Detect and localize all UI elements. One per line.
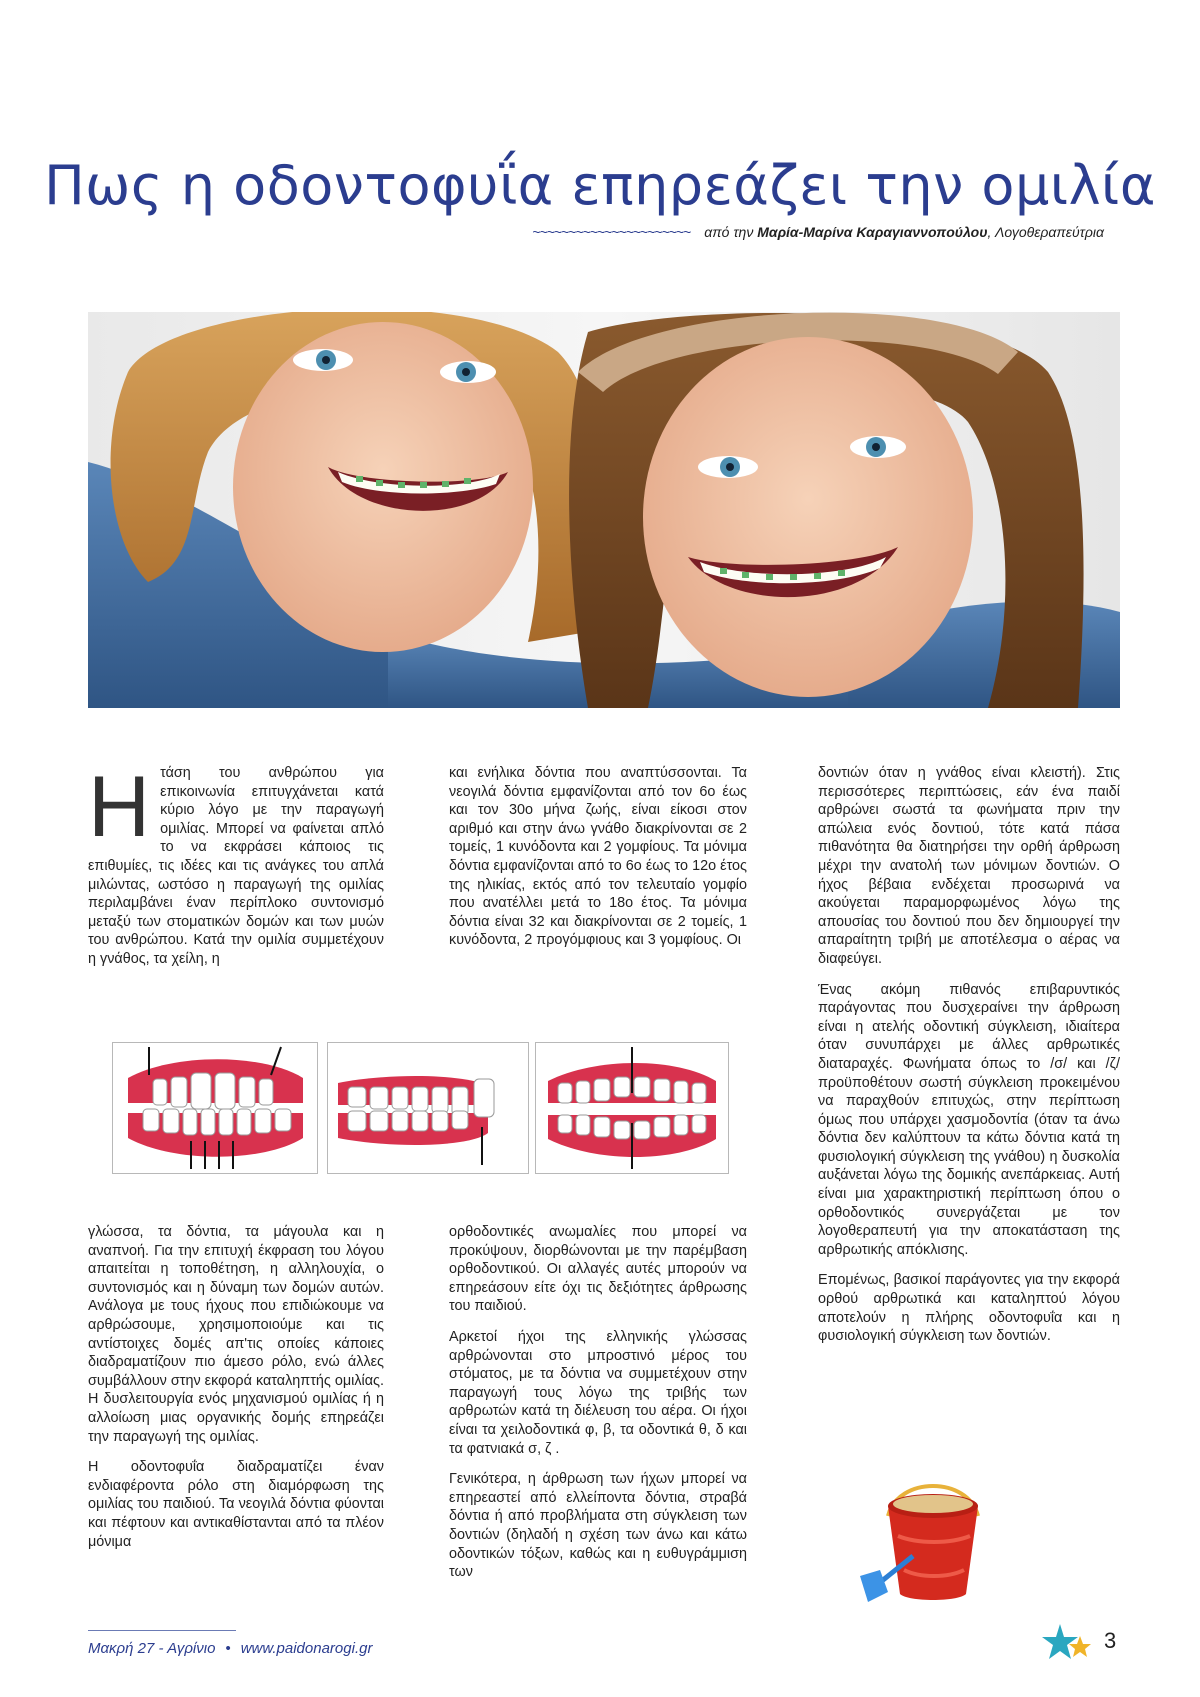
teeth-illustration-side-view bbox=[327, 1042, 529, 1174]
paragraph: δοντιών όταν η γνάθος είναι κλειστή). Στις περισσότερες περιπτώσεις, εάν ένα παιδί αρθρώνει σωστά τα φωνήματα πριν την απώλεια ενός δοντιού, τότε κατά πάσα πιθανότητα θα διατηρήσει την ορθή άρθρωση μέχρι την ανατολή των μόνιμων δοντιών. Ο ήχος βέβαια ενδέχεται προσωρινά να ακούγεται παραμορφωμένος λόγω της απουσίας του δοντιού που δεν δημιουργεί την απαραίτητη τριβή με αποτέλεσμα ο αέρας να διαφεύγει. bbox=[818, 765, 1120, 967]
paragraph: τάση του ανθρώπου για επικοινωνία επιτυγχάνεται κατά κύριο λόγο με την παραγωγή ομιλίας. Μπορεί να φαίνεται απλό το να εκφράσει κάποιος τις επιθυμίες, τις ιδέες και τις ανάγκες του απλά μιλώντας, ωστόσο η παραγωγή της ομιλίας περιλαμβάνει έναν περίπλοκο συντονισμό μεταξύ των στοματικών δομών και των μυών του ανθρώπου. Κατά την ομιλία συμμετέχουν η γνάθος, τα χείλη, η bbox=[88, 765, 384, 967]
article-column-2-bottom bbox=[449, 1223, 747, 1594]
article-column-2-top bbox=[449, 764, 747, 962]
starfish-icon bbox=[1040, 1622, 1092, 1666]
teeth-illustration-missing-teeth bbox=[112, 1042, 318, 1174]
paragraph: Γενικότερα, η άρθρωση των ήχων μπορεί να επηρεαστεί από ελλείποντα δόντια, στραβά δόντια ή από προβλήματα στη σύγκλειση των δοντιών (δηλαδή η σχέση των άνω και κάτω οδοντικών τόξων, καθώς και η ευθυγράμμιση των bbox=[449, 1471, 747, 1581]
article-column-1-bottom bbox=[88, 1223, 384, 1563]
teeth-illustration-open-bite bbox=[535, 1042, 729, 1174]
article-title: Πως η οδοντοφυΐα επηρεάζει την ομιλία bbox=[44, 154, 1156, 218]
footer-website-link[interactable]: www.paidonarogi.gr bbox=[240, 1640, 373, 1657]
paragraph: Αρκετοί ήχοι της ελληνικής γλώσσας αρθρώνονται στο μπροστινό μέρος του στόματος, με τα δόντια να συμμετέχουν στην παραγωγή τους λόγω της τριβής των αρθρωτών κατά τη διέλευση του αέρα. Οι ήχοι είναι τα χειλοδοντικά φ, β, τα οδοντικά θ, δ και τα φατνιακά σ, ζ . bbox=[449, 1328, 747, 1457]
paragraph: γλώσσα, τα δόντια, τα μάγουλα και η αναπνοή. Για την επιτυχή έκφραση του λόγου απαιτείται η τοποθέτηση, η αλληλουχία, ο συντονισμός και η δύναμη των δομών αυτών. Ανάλογα με τους ήχους που επιδιώκουμε να αρθρώσουμε, χρησιμοποιούμε και τις αντίστοιχες δομές απ'τις οποίες κάποιες διαδραματίζουν πιο άμεσο ρόλο, ενώ άλλες συμβάλλουν στην εκφορά καταληπτής ομιλίας. Η δυσλειτουργία ενός μηχανισμού ομιλίας ή η αλλοίωση μιας οργανικής δομής επηρεάζει την παραγωγή της ομιλίας. bbox=[88, 1224, 384, 1445]
hero-photo bbox=[88, 312, 1120, 708]
paragraph: ορθοδοντικές ανωμαλίες που μπορεί να προκύψουν, διορθώνονται με την παρέμβαση ορθοδοντικού. Οι αλλαγές αυτές μπορούν να επηρεάσουν είτε όχι τις δεξιότητες άρθρωσης του παιδιού. bbox=[449, 1224, 747, 1315]
page-number: 3 bbox=[1104, 1628, 1117, 1653]
footer bbox=[88, 1640, 372, 1657]
paragraph: Ένας ακόμη πιθανός επιβαρυντικός παράγοντας που δυσχεραίνει την άρθρωση είναι η ατελής οδοντική σύγκλειση, ιδιαίτερα όταν συνυπάρχει με άλλες αρθρωτικές διαταραχές. Φωνήματα όπως το /σ/ και /ζ/ προϋποθέτουν σωστή σύγκλειση προκειμένου να παραχθούν επιτυχώς, στην περίπτωση όμως που υπάρχει χασμοδοντία (όταν τα άνω δόντια δεν καλύπτουν τα κάτω δόντια κατά τη φυσιολογική σύγκλειση της γνάθου) η δυσκολία αυξάνεται λόγω της δομικής ανεπάρκειας. Αυτή είναι μια χαρακτηριστική περίπτωση όπου ο ορθοδοντικός συνεργάζεται με τον λογοθεραπευτή για την αποκατάσταση της αρθρωτικής απόκλισης. bbox=[818, 981, 1120, 1258]
byline-decoration: ~~~~~~~~~~~~~~~~~~~~~~ bbox=[532, 224, 691, 240]
article-column-1-top bbox=[88, 759, 384, 969]
footer-address: Μακρή 27 - Αγρίνιο bbox=[88, 1640, 216, 1657]
author-name: Μαρία-Μαρίνα Καραγιαννοπούλου bbox=[757, 224, 988, 240]
footer-divider bbox=[88, 1630, 236, 1631]
paragraph: Η οδοντοφυΐα διαδραματίζει έναν ενδιαφέροντα ρόλο στη διαμόρφωση της ομιλίας του παιδιού. Τα νεογιλά δόντια φύονται και πέφτουν και αντικαθίστανται από τα πλέον μόνιμα bbox=[88, 1459, 384, 1550]
footer-separator: • bbox=[225, 1640, 231, 1657]
bucket-and-shovel-icon bbox=[858, 1466, 1008, 1606]
paragraph: Επομένως, βασικοί παράγοντες για την εκφορά ορθού αρθρωτικά και καταληπτού λόγου αποτελούν η πλήρης οδοντοφυΐα και η φυσιολογική σύγκλειση των δοντιών. bbox=[818, 1272, 1120, 1345]
article-column-3 bbox=[818, 764, 1120, 1358]
byline-prefix: από την bbox=[704, 224, 758, 240]
byline bbox=[532, 224, 1104, 240]
drop-cap: Η bbox=[88, 759, 151, 855]
paragraph: και ενήλικα δόντια που αναπτύσσονται. Τα νεογιλά δόντια εμφανίζονται από τον 6ο έως και τον 30ο μήνα ζωής, είναι είκοσι στον αριθμό και στην άνω γνάθο διακρίνονται σε 2 τομείς, 1 κυνόδοντα και 2 γομφίους. Τα μόνιμα δόντια εμφανίζονται από το 6ο έως το 12ο έτος της ηλικίας, εκτός από τον τελευταίο γομφίο που ανατέλλει μετά το 18ο έτος. Τα μόνιμα δόντια είναι 32 και διακρίνονται σε 2 τομείς, 1 κυνόδοντα, 2 προγόμφιους και 3 γομφίους. Οι bbox=[449, 765, 747, 949]
girls-with-braces-illustration bbox=[88, 312, 1120, 708]
author-role: , Λογοθεραπεύτρια bbox=[987, 224, 1104, 240]
